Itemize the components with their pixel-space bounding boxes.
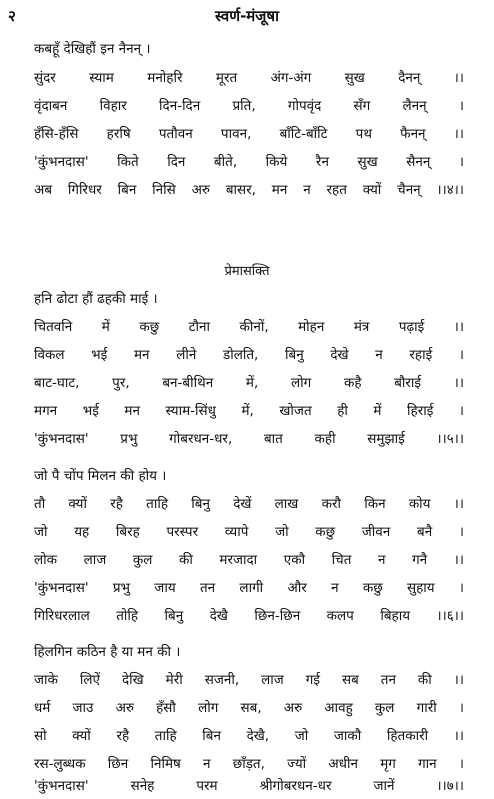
section-title: प्रेमासक्ति xyxy=(224,264,270,279)
page-header xyxy=(0,6,494,32)
running-title: स्वर्ण-मंजूषा xyxy=(215,7,279,25)
verse-line: जो पै चोंप मिलन की होय । xyxy=(34,468,167,484)
verse-line: वृंदाबन विहार दिन-दिन प्रति, गोपवृंद सँग लैनन्‌ । xyxy=(34,98,464,114)
verse-line: कबहूँ देखिहौं इन नैनन्‌ । xyxy=(34,41,151,57)
verse-line: लोक लाज कुल की मरजादा एकौ चित न गनै ।। xyxy=(34,552,464,568)
verse-line: सुंदर स्याम मनोहरि मूरत अंग-अंग सुख दैनन्‌ ।। xyxy=(34,70,464,86)
verse-line: हँसि-हँसि हरषि पतौवन पावन, बाँटि-बाँटि पथ फैनन्‌ ।। xyxy=(34,126,464,142)
verse-line: जाके लिऐं देखि मेरी सजनी, लाज गई सब तन की ।। xyxy=(34,672,464,688)
verse-line: तौ क्यों रहै ताहि बिनु देखें लाख करौ किन कोय ।। xyxy=(34,496,464,512)
verse-line: बाट-घाट, पुर, बन-बीथिन में, लोग कहै बौराई ।। xyxy=(34,375,464,391)
verse-line: रस-लुब्धक छिन निमिष न छाँड़त, ज्यों अधीन मृग गान । xyxy=(34,756,464,772)
verse-line: हनि ढोटा हौं ढहकी माई । xyxy=(34,291,158,307)
verse-line: अब गिरिधर बिन निसि अरु बासर, मन न रहत क्यों चैनन्‌ ।।४।। xyxy=(34,182,464,198)
verse-line: 'कुंभनदास' प्रभु जाय तन लागी और न कछु सुहाय । xyxy=(34,580,464,596)
verse-line: 'कुंभनदास' किते दिन बीते, किये रैन सुख सैनन्‌ । xyxy=(34,154,464,170)
verse-line: विकल भई मन लीने डोलति, बिनु देखे न रहाई । xyxy=(34,347,464,363)
verse-line: धर्म जाउ अरु हँसौ लोग सब, अरु आवहु कुल गारी । xyxy=(34,700,464,716)
verse-line: मगन भई मन स्याम-सिंधु में, खोजत ही में हिराई । xyxy=(34,403,464,419)
verse-line: चितवनि में कछु टौना कीनों, मोहन मंत्र पढ़ाई ।। xyxy=(34,319,464,335)
verse-line: जो यह बिरह परस्पर व्यापे जो कछु जीवन बनै । xyxy=(34,524,464,540)
page-number: २ xyxy=(8,7,16,25)
verse-line: सो क्यों रहै ताहि बिन देखै, जो जाकौ हितकारी ।। xyxy=(34,728,464,744)
verse-line: हिलगिन कठिन है या मन की । xyxy=(34,644,181,660)
verse-line: 'कुंभनदास' प्रभु गोबरधन-धर, बात कही समुझाई ।।५।। xyxy=(34,431,464,447)
verse-line: 'कुंभनदास' सनेह परम श्रीगोबरधन-धर जानें ।।७।। xyxy=(34,778,464,794)
verse-line: गिरिधरलाल तोहि बिनु देखै छिन-छिन कलप बिहाय ।।६।। xyxy=(34,608,464,624)
